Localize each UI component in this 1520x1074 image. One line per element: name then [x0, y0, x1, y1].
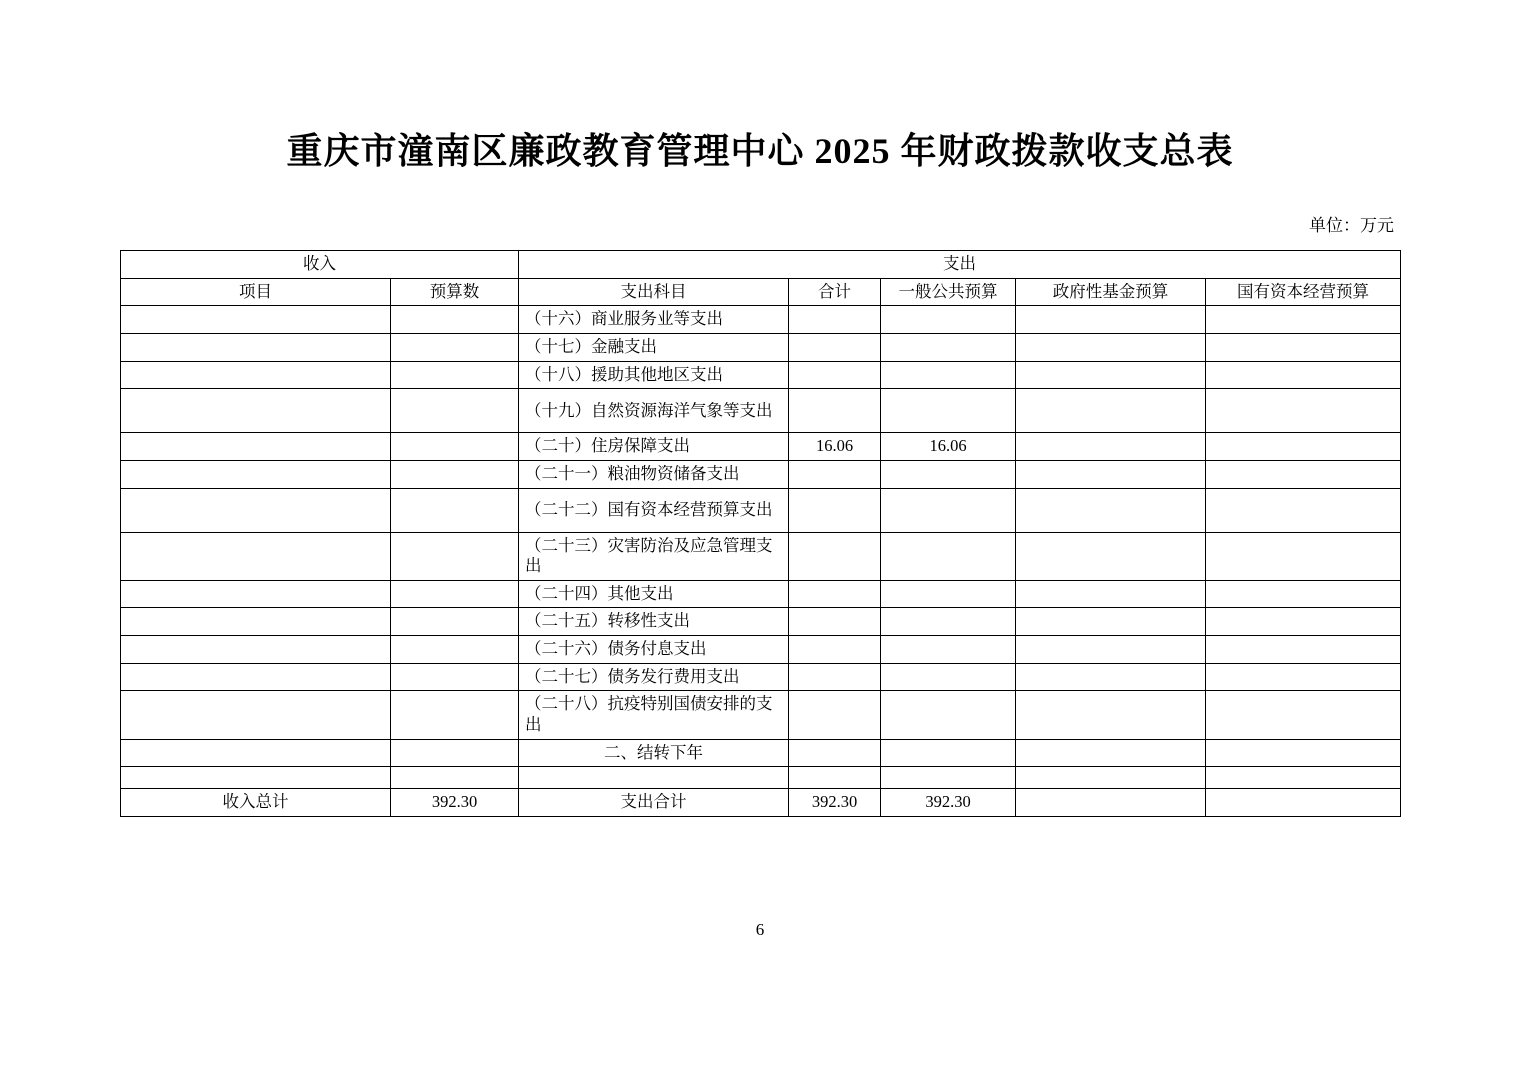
column-header-exp-total: 合计: [789, 278, 881, 306]
cell-exp-general-public: [881, 361, 1016, 389]
cell-exp-state-capital: [1206, 433, 1401, 461]
budget-table-container: [0, 236, 1520, 817]
cell-exp-subject: （二十三）灾害防治及应急管理支出: [519, 532, 789, 580]
cell-income-item: [121, 663, 391, 691]
table-row: [121, 389, 1401, 433]
cell-exp-gov-fund: [1016, 389, 1206, 433]
cell-income-item: [121, 306, 391, 334]
cell-exp-general-public: [881, 389, 1016, 433]
cell-exp-total: [789, 636, 881, 664]
cell-exp-gov-fund: [1016, 488, 1206, 532]
cell-exp-general-public: [881, 488, 1016, 532]
cell-exp-subject: （十八）援助其他地区支出: [519, 361, 789, 389]
cell-income-budget: [391, 361, 519, 389]
cell-exp-state-capital: [1206, 532, 1401, 580]
cell-exp-general-public: [881, 739, 1016, 767]
column-header-income-item: 项目: [121, 278, 391, 306]
page-number: 6: [755, 920, 765, 939]
cell-income-item: [121, 739, 391, 767]
cell-exp-gov-fund: [1016, 580, 1206, 608]
cell-exp-state-capital: [1206, 361, 1401, 389]
cell-exp-total: [789, 608, 881, 636]
cell-exp-gov-fund: [1016, 663, 1206, 691]
cell-exp-total: [789, 663, 881, 691]
table-row: [121, 608, 1401, 636]
cell-exp-general-public: [881, 306, 1016, 334]
cell-exp-gov-fund: [1016, 691, 1206, 739]
table-row: [121, 488, 1401, 532]
cell-income-budget: [391, 580, 519, 608]
table-row: [121, 306, 1401, 334]
cell-exp-state-capital: [1206, 739, 1401, 767]
cell-exp-subject: （二十七）债务发行费用支出: [519, 663, 789, 691]
table-row: [121, 636, 1401, 664]
cell-income-budget: [391, 433, 519, 461]
cell-exp-total: [789, 767, 881, 789]
table-column-header-row: [121, 278, 1401, 306]
cell-exp-total: [789, 306, 881, 334]
cell-exp-state-capital: [1206, 636, 1401, 664]
cell-exp-state-capital: [1206, 663, 1401, 691]
cell-income-budget: [391, 306, 519, 334]
cell-income-budget: [391, 608, 519, 636]
cell-exp-state-capital: [1206, 608, 1401, 636]
cell-exp-total: [789, 739, 881, 767]
total-exp-value: 392.30: [789, 789, 881, 817]
column-header-income-budget: 预算数: [391, 278, 519, 306]
cell-income-budget: [391, 532, 519, 580]
cell-exp-gov-fund: [1016, 608, 1206, 636]
cell-income-item: [121, 334, 391, 362]
cell-exp-total: [789, 389, 881, 433]
column-header-exp-general-public: 一般公共预算: [881, 278, 1016, 306]
total-exp-label: 支出合计: [519, 789, 789, 817]
table-row: [121, 663, 1401, 691]
cell-income-item: [121, 691, 391, 739]
cell-exp-general-public: [881, 663, 1016, 691]
table-row: [121, 532, 1401, 580]
cell-income-budget: [391, 739, 519, 767]
cell-exp-subject: （二十八）抗疫特别国债安排的支出: [519, 691, 789, 739]
cell-income-budget: [391, 460, 519, 488]
cell-exp-gov-fund: [1016, 306, 1206, 334]
cell-exp-gov-fund: [1016, 636, 1206, 664]
cell-exp-state-capital: [1206, 334, 1401, 362]
cell-income-item: [121, 532, 391, 580]
table-row: [121, 334, 1401, 362]
cell-exp-gov-fund: [1016, 433, 1206, 461]
table-row: [121, 433, 1401, 461]
table-row: [121, 460, 1401, 488]
cell-exp-general-public: [881, 608, 1016, 636]
cell-exp-state-capital: [1206, 306, 1401, 334]
cell-income-budget: [391, 636, 519, 664]
cell-exp-state-capital: [1206, 488, 1401, 532]
cell-exp-general-public: [881, 580, 1016, 608]
group-header-income: 收入: [121, 251, 519, 279]
cell-exp-state-capital: [1206, 460, 1401, 488]
total-exp-general-public-value: 392.30: [881, 789, 1016, 817]
table-row: [121, 767, 1401, 789]
cell-exp-gov-fund: [1016, 334, 1206, 362]
cell-exp-total: [789, 460, 881, 488]
cell-exp-subject: （二十二）国有资本经营预算支出: [519, 488, 789, 532]
cell-exp-total: 16.06: [789, 433, 881, 461]
cell-income-item: [121, 488, 391, 532]
cell-income-budget: [391, 389, 519, 433]
cell-exp-general-public: [881, 767, 1016, 789]
cell-income-budget: [391, 691, 519, 739]
cell-exp-general-public: [881, 460, 1016, 488]
cell-exp-gov-fund: [1016, 460, 1206, 488]
cell-exp-state-capital: [1206, 389, 1401, 433]
cell-exp-total: [789, 488, 881, 532]
cell-exp-subject: （十九）自然资源海洋气象等支出: [519, 389, 789, 433]
financial-allocation-table: [120, 250, 1401, 817]
cell-exp-general-public: [881, 334, 1016, 362]
cell-income-item: [121, 580, 391, 608]
cell-exp-total: [789, 334, 881, 362]
cell-exp-general-public: [881, 691, 1016, 739]
cell-exp-subject: （二十一）粮油物资储备支出: [519, 460, 789, 488]
cell-income-budget: [391, 767, 519, 789]
unit-note: 单位：万元: [1309, 216, 1394, 236]
cell-exp-subject: [519, 767, 789, 789]
cell-exp-total: [789, 532, 881, 580]
table-total-row: [121, 789, 1401, 817]
cell-exp-total: [789, 691, 881, 739]
cell-exp-state-capital: [1206, 691, 1401, 739]
cell-exp-general-public: [881, 532, 1016, 580]
cell-exp-total: [789, 361, 881, 389]
cell-exp-gov-fund: [1016, 767, 1206, 789]
cell-exp-gov-fund: [1016, 532, 1206, 580]
cell-income-item: [121, 767, 391, 789]
column-header-exp-state-capital: 国有资本经营预算: [1206, 278, 1401, 306]
total-income-label: 收入总计: [121, 789, 391, 817]
table-group-header-row: [121, 251, 1401, 279]
cell-exp-general-public: 16.06: [881, 433, 1016, 461]
cell-exp-subject: （十六）商业服务业等支出: [519, 306, 789, 334]
total-exp-gov-fund-value: [1016, 789, 1206, 817]
cell-exp-state-capital: [1206, 580, 1401, 608]
table-row: [121, 361, 1401, 389]
cell-income-budget: [391, 488, 519, 532]
cell-exp-general-public: [881, 636, 1016, 664]
table-row: [121, 580, 1401, 608]
cell-income-item: [121, 608, 391, 636]
total-income-value: 392.30: [391, 789, 519, 817]
cell-income-item: [121, 636, 391, 664]
cell-exp-subject: （十七）金融支出: [519, 334, 789, 362]
cell-income-item: [121, 433, 391, 461]
group-header-expenditure: 支出: [519, 251, 1401, 279]
cell-income-item: [121, 361, 391, 389]
cell-exp-gov-fund: [1016, 739, 1206, 767]
cell-exp-subject: （二十六）债务付息支出: [519, 636, 789, 664]
cell-exp-subject: （二十五）转移性支出: [519, 608, 789, 636]
cell-exp-state-capital: [1206, 767, 1401, 789]
cell-income-budget: [391, 334, 519, 362]
cell-income-item: [121, 460, 391, 488]
cell-exp-subject: 二、结转下年: [519, 739, 789, 767]
table-row: [121, 739, 1401, 767]
table-row: [121, 691, 1401, 739]
cell-exp-subject: （二十）住房保障支出: [519, 433, 789, 461]
total-exp-state-capital-value: [1206, 789, 1401, 817]
cell-income-item: [121, 389, 391, 433]
cell-exp-total: [789, 580, 881, 608]
cell-income-budget: [391, 663, 519, 691]
column-header-exp-subject: 支出科目: [519, 278, 789, 306]
cell-exp-gov-fund: [1016, 361, 1206, 389]
cell-exp-subject: （二十四）其他支出: [519, 580, 789, 608]
column-header-exp-gov-fund: 政府性基金预算: [1016, 278, 1206, 306]
page-title: 重庆市潼南区廉政教育管理中心 2025 年财政拨款收支总表: [286, 131, 1234, 171]
